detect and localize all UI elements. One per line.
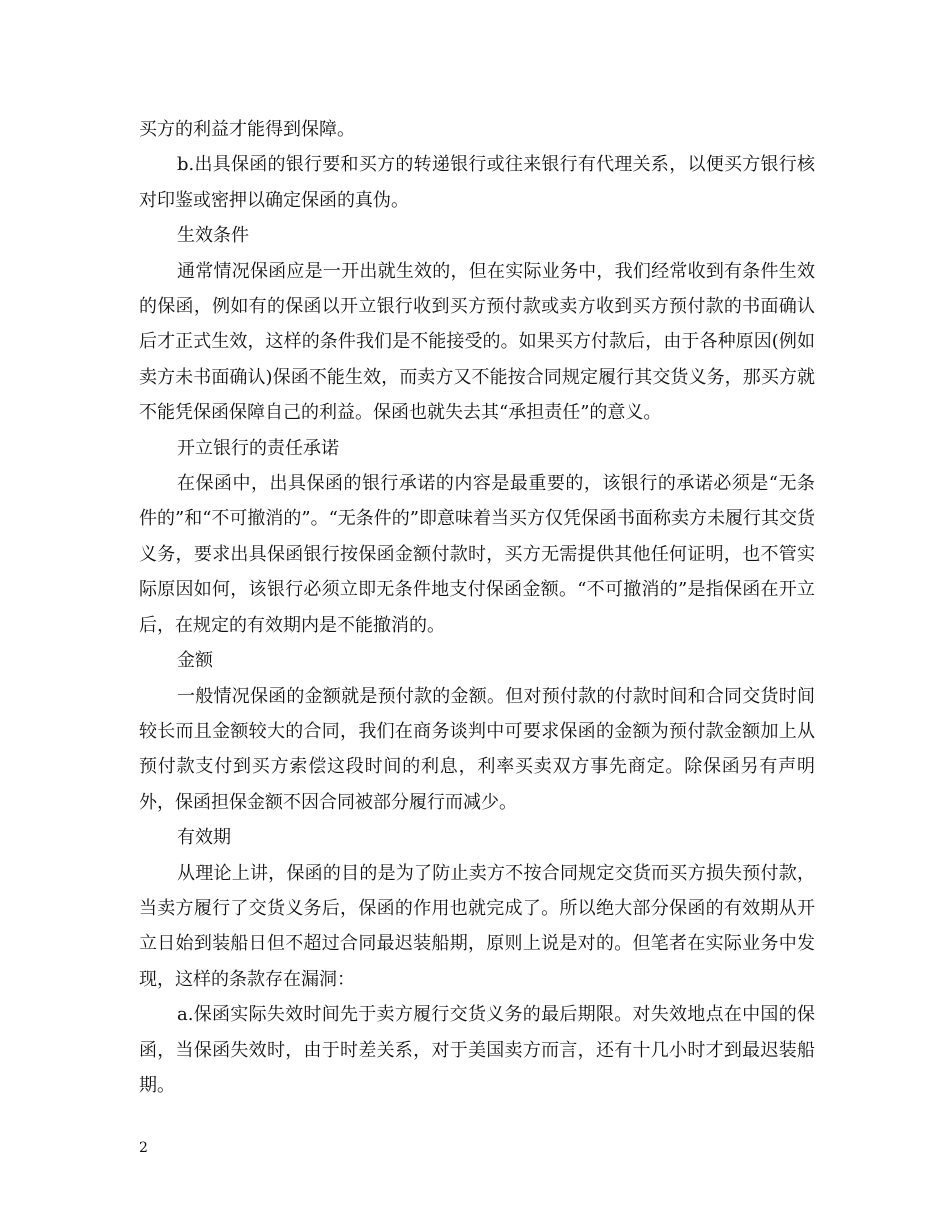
document-body (139, 112, 815, 1103)
paragraph-validity: 从理论上讲，保函的目的是为了防止卖方不按合同规定交货而买方损失预付款，当卖方履行了交货义务后，保函的作用也就完成了。所以绝大部分保函的有效期从开立日始到装船日但不超过合同最迟装船期，原则上说是对的。但笔者在实际业务中发现，这样的条款存在漏洞： (139, 862, 815, 990)
paragraph-continuation: 买方的利益才能得到保障。 (139, 119, 355, 140)
heading-bank-commitment: 开立银行的责任承诺 (177, 437, 339, 459)
paragraph-amount: 一般情况保函的金额就是预付款的金额。但对预付款的付款时间和合同交货时间较长而且金额较大的合同，我们在商务谈判中可要求保函的金额为预付款金额加上从预付款支付到买方索偿这段时间的利息，利率买卖双方事先商定。除保函另有声明外，保函担保金额不因合同被部分履行而减少。 (139, 685, 815, 813)
paragraph-expiry-gap: a.保函实际失效时间先于卖方履行交货义务的最后期限。对失效地点在中国的保函，当保函失效时，由于时差关系，对于美国卖方而言，还有十几小时才到最迟装船期。 (139, 1004, 815, 1096)
paragraph-effective-conditions: 通常情况保函应是一开出就生效的，但在实际业务中，我们经常收到有条件生效的保函，例如有的保函以开立银行收到买方预付款或卖方收到买方预付款的书面确认后才正式生效，这样的条件我们是不能接受的。如果买方付款后，由于各种原因(例如卖方未书面确认)保函不能生效，而卖方又不能按合同规定履行其交货义务，那买方就不能凭保函保障自己的利益。保函也就失去其“承担责任”的意义。 (139, 260, 815, 424)
paragraph-bank-agency: b.出具保函的银行要和买方的转递银行或往来银行有代理关系，以便买方银行核对印鉴或密押以确定保函的真伪。 (139, 154, 815, 211)
heading-effective-conditions: 生效条件 (177, 225, 249, 247)
heading-validity: 有效期 (177, 827, 231, 849)
page-number: 2 (139, 1140, 148, 1156)
heading-amount: 金额 (177, 650, 213, 672)
paragraph-bank-commitment: 在保函中，出具保函的银行承诺的内容是最重要的，该银行的承诺必须是“无条件的”和“不可撤消的”。“无条件的”即意味着当买方仅凭保函书面称卖方未履行其交货义务，要求出具保函银行按保函金额付款时，买方无需提供其他任何证明，也不管实际原因如何，该银行必须立即无条件地支付保函金额。“不可撤消的”是指保函在开立后，在规定的有效期内是不能撤消的。 (139, 473, 816, 636)
